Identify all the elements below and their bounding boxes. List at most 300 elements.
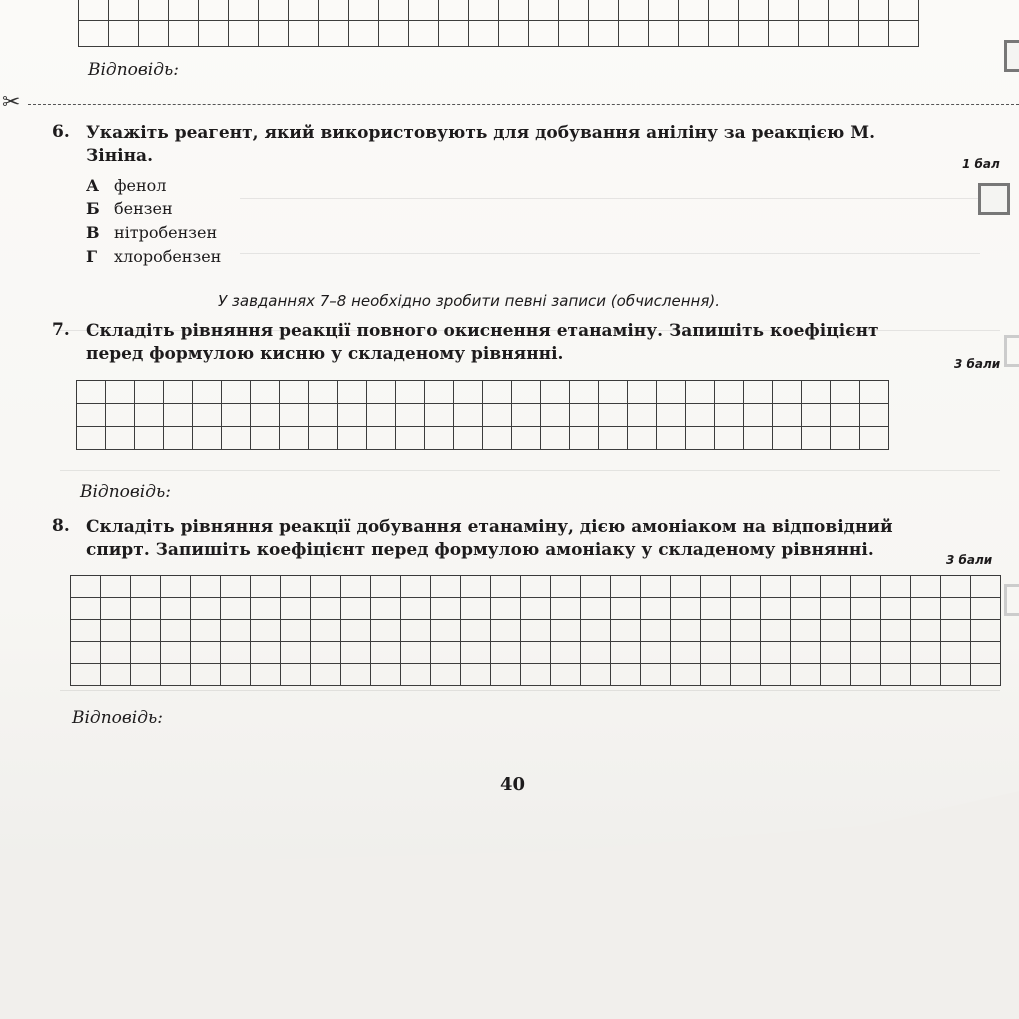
grid-cell [802, 404, 831, 427]
grid-cell [589, 21, 619, 47]
grid-cell [559, 0, 589, 21]
grid-cell [570, 381, 599, 404]
grid-cell [911, 664, 941, 686]
grid-cell [101, 620, 131, 642]
grid-cell [131, 620, 161, 642]
grid-cell [971, 620, 1001, 642]
grid-cell [135, 381, 164, 404]
grid-cell [657, 381, 686, 404]
grid-cell [709, 21, 739, 47]
grid-cell [769, 0, 799, 21]
grid-cell [461, 642, 491, 664]
grid-cell [551, 642, 581, 664]
grid-cell [164, 404, 193, 427]
grid-cell [731, 620, 761, 642]
question-6-option-d[interactable] [86, 247, 221, 266]
grid-cell [761, 598, 791, 620]
grid-cell [686, 427, 715, 450]
grid-cell [131, 598, 161, 620]
grid-cell [551, 598, 581, 620]
grid-cell [641, 598, 671, 620]
grid-cell [641, 620, 671, 642]
grid-cell [881, 620, 911, 642]
grid-cell [164, 381, 193, 404]
grid-cell [79, 0, 109, 21]
grid-cell [251, 427, 280, 450]
grid-cell [831, 404, 860, 427]
grid-cell [431, 620, 461, 642]
grid-cell [941, 620, 971, 642]
grid-cell [611, 598, 641, 620]
grid-cell [581, 620, 611, 642]
grid-cell [744, 404, 773, 427]
grid-cell [439, 21, 469, 47]
grid-cell [77, 404, 106, 427]
question-7-score: 3 бали [954, 357, 1001, 371]
grid-cell [761, 620, 791, 642]
grid-cell [701, 576, 731, 598]
grid-cell [529, 0, 559, 21]
question-6-option-b[interactable] [86, 199, 173, 218]
answer-label-previous: Відповідь: [88, 60, 179, 80]
grid-cell [461, 598, 491, 620]
grid-cell [551, 664, 581, 686]
grid-cell [396, 427, 425, 450]
grid-cell [628, 404, 657, 427]
grid-cell [491, 642, 521, 664]
grid-cell [229, 21, 259, 47]
grid-cell [521, 620, 551, 642]
grid-cell [889, 21, 919, 47]
grid-cell [715, 381, 744, 404]
grid-cell [251, 381, 280, 404]
grid-cell [371, 576, 401, 598]
grid-cell [251, 620, 281, 642]
option-letter: Г [86, 247, 98, 266]
grid-cell [251, 598, 281, 620]
cut-line [28, 104, 1019, 105]
grid-cell [311, 598, 341, 620]
grid-cell [131, 576, 161, 598]
grid-cell [101, 642, 131, 664]
grid-cell [529, 21, 559, 47]
option-text: хлоробензен [114, 247, 222, 266]
grid-cell [791, 576, 821, 598]
bleed-through-line [240, 198, 980, 199]
grid-cell [199, 21, 229, 47]
grid-cell [371, 598, 401, 620]
grid-cell [221, 576, 251, 598]
grid-cell [161, 620, 191, 642]
grid-cell [131, 642, 161, 664]
grid-cell [106, 381, 135, 404]
grid-cell [401, 664, 431, 686]
grid-cell [425, 381, 454, 404]
grid-cell [744, 427, 773, 450]
question-6-option-c[interactable] [86, 223, 217, 242]
option-letter: В [86, 223, 100, 242]
grid-cell [701, 642, 731, 664]
grid-cell [611, 664, 641, 686]
grid-cell [161, 664, 191, 686]
page-number: 40 [500, 774, 526, 795]
grid-cell [657, 427, 686, 450]
grid-cell [425, 404, 454, 427]
grid-cell [851, 664, 881, 686]
grid-cell [831, 381, 860, 404]
option-text: бензен [114, 199, 173, 218]
grid-cell [911, 576, 941, 598]
grid-cell [499, 21, 529, 47]
grid-cell [71, 620, 101, 642]
grid-cell [461, 620, 491, 642]
grid-cell [715, 427, 744, 450]
scissors-icon: ✂ [2, 90, 21, 115]
grid-cell [401, 642, 431, 664]
grid-cell [731, 642, 761, 664]
grid-cell [367, 427, 396, 450]
grid-cell [491, 598, 521, 620]
grid-cell [431, 598, 461, 620]
grid-cell [371, 642, 401, 664]
grid-cell [589, 0, 619, 21]
question-6-text: Укажіть реагент, який використовують для добування аніліну за реакцією М. Зініна. [86, 123, 876, 166]
option-text: нітробензен [114, 223, 218, 242]
grid-cell [941, 598, 971, 620]
grid-cell [431, 664, 461, 686]
grid-cell [367, 404, 396, 427]
grid-cell [431, 642, 461, 664]
grid-cell [431, 576, 461, 598]
question-8-number: 8. [52, 516, 70, 536]
grid-cell [191, 576, 221, 598]
grid-cell [409, 0, 439, 21]
option-letter: А [86, 176, 100, 195]
grid-cell [686, 404, 715, 427]
grid-cell [251, 404, 280, 427]
grid-cell [851, 576, 881, 598]
grid-cell [280, 404, 309, 427]
grid-cell [491, 576, 521, 598]
grid-cell [773, 381, 802, 404]
score-box-previous[interactable] [1004, 40, 1019, 72]
grid-cell [338, 381, 367, 404]
grid-cell [77, 381, 106, 404]
grid-cell [881, 642, 911, 664]
grid-cell [309, 427, 338, 450]
grid-cell [396, 381, 425, 404]
grid-cell [461, 576, 491, 598]
grid-cell [483, 427, 512, 450]
grid-cell [161, 598, 191, 620]
grid-cell [401, 598, 431, 620]
grid-cell [761, 664, 791, 686]
grid-cell [791, 620, 821, 642]
grid-cell [559, 21, 589, 47]
grid-cell [101, 576, 131, 598]
grid-cell [889, 0, 919, 21]
grid-cell [679, 0, 709, 21]
grid-cell [628, 381, 657, 404]
grid-cell [311, 620, 341, 642]
grid-cell [881, 664, 911, 686]
grid-cell [309, 404, 338, 427]
grid-cell [971, 598, 1001, 620]
grid-cell [599, 427, 628, 450]
grid-cell [135, 427, 164, 450]
question-7-answer-label: Відповідь: [80, 482, 171, 502]
grid-cell [131, 664, 161, 686]
grid-cell [859, 0, 889, 21]
grid-cell [193, 381, 222, 404]
grid-cell [338, 427, 367, 450]
grid-cell [101, 664, 131, 686]
grid-cell [731, 598, 761, 620]
grid-cell [164, 427, 193, 450]
score-box-faint [1004, 335, 1019, 367]
grid-cell [791, 598, 821, 620]
grid-cell [319, 0, 349, 21]
grid-cell [454, 427, 483, 450]
grid-cell [338, 404, 367, 427]
grid-cell [619, 0, 649, 21]
grid-cell [461, 664, 491, 686]
grid-cell [454, 381, 483, 404]
grid-cell [671, 642, 701, 664]
grid-cell [731, 664, 761, 686]
grid-cell [259, 21, 289, 47]
grid-cell [791, 642, 821, 664]
bleed-through-line [60, 690, 1000, 691]
grid-cell [221, 620, 251, 642]
grid-cell [611, 620, 641, 642]
grid-cell [311, 576, 341, 598]
grid-cell [859, 21, 889, 47]
question-8-score: 3 бали [946, 553, 993, 567]
grid-cell [851, 642, 881, 664]
question-7-answer-grid[interactable] [76, 380, 889, 450]
instruction-text: У завданнях 7–8 необхідно зробити певні записи (обчислення). [218, 292, 720, 310]
grid-cell [341, 576, 371, 598]
grid-cell [309, 381, 338, 404]
grid-cell [349, 21, 379, 47]
grid-cell [483, 404, 512, 427]
grid-cell [799, 0, 829, 21]
grid-cell [821, 642, 851, 664]
grid-cell [731, 576, 761, 598]
grid-cell [221, 642, 251, 664]
grid-cell [769, 21, 799, 47]
grid-cell [401, 576, 431, 598]
grid-cell [851, 620, 881, 642]
grid-cell [649, 21, 679, 47]
grid-cell [860, 381, 889, 404]
grid-cell [521, 576, 551, 598]
grid-cell [71, 576, 101, 598]
grid-cell [679, 21, 709, 47]
question-6-answer-box[interactable] [978, 183, 1010, 215]
question-7-text: Складіть рівняння реакції повного окиснення етанаміну. Запишіть коефіцієнт перед формулою кисню у складеному рівнянні. [86, 321, 879, 364]
grid-cell [671, 576, 701, 598]
grid-cell [860, 427, 889, 450]
grid-cell [379, 21, 409, 47]
grid-cell [761, 576, 791, 598]
grid-cell [671, 598, 701, 620]
grid-cell [570, 427, 599, 450]
grid-cell [193, 427, 222, 450]
grid-cell [367, 381, 396, 404]
grid-cell [454, 404, 483, 427]
grid-cell [193, 404, 222, 427]
grid-cell [281, 642, 311, 664]
grid-cell [222, 381, 251, 404]
grid-cell [512, 427, 541, 450]
grid-cell [581, 576, 611, 598]
grid-cell [799, 21, 829, 47]
grid-cell [671, 620, 701, 642]
grid-cell [581, 664, 611, 686]
grid-cell [911, 642, 941, 664]
grid-cell [259, 0, 289, 21]
grid-cell [709, 0, 739, 21]
grid-cell [773, 427, 802, 450]
question-8-answer-label: Відповідь: [72, 708, 163, 728]
grid-cell [744, 381, 773, 404]
grid-cell [802, 381, 831, 404]
grid-cell [222, 427, 251, 450]
option-letter: Б [86, 199, 100, 218]
grid-cell [251, 664, 281, 686]
grid-cell [281, 620, 311, 642]
grid-cell [251, 576, 281, 598]
grid-cell [701, 620, 731, 642]
grid-cell [599, 404, 628, 427]
grid-cell [191, 664, 221, 686]
grid-cell [371, 664, 401, 686]
grid-cell [401, 620, 431, 642]
grid-cell [106, 404, 135, 427]
grid-cell [761, 642, 791, 664]
grid-cell [599, 381, 628, 404]
grid-cell [379, 0, 409, 21]
bleed-through-line [60, 470, 1000, 471]
question-6-number: 6. [52, 122, 70, 142]
grid-cell [280, 427, 309, 450]
score-box-faint [1004, 584, 1019, 616]
grid-cell [541, 427, 570, 450]
question-6-option-a[interactable] [86, 176, 166, 195]
grid-cell [109, 0, 139, 21]
grid-cell [821, 598, 851, 620]
grid-cell [341, 642, 371, 664]
grid-cell [881, 576, 911, 598]
grid-cell [425, 427, 454, 450]
grid-cell [199, 0, 229, 21]
grid-cell [341, 620, 371, 642]
grid-cell [701, 664, 731, 686]
grid-cell [821, 664, 851, 686]
grid-cell [971, 576, 1001, 598]
grid-cell [641, 642, 671, 664]
grid-cell [191, 642, 221, 664]
grid-cell [649, 0, 679, 21]
grid-cell [971, 664, 1001, 686]
grid-cell [281, 598, 311, 620]
grid-cell [521, 642, 551, 664]
grid-cell [911, 598, 941, 620]
grid-cell [281, 576, 311, 598]
grid-cell [701, 598, 731, 620]
grid-cell [611, 576, 641, 598]
grid-cell [409, 21, 439, 47]
grid-cell [881, 598, 911, 620]
grid-cell [491, 620, 521, 642]
grid-cell [319, 21, 349, 47]
grid-cell [79, 21, 109, 47]
grid-cell [499, 0, 529, 21]
grid-cell [281, 664, 311, 686]
grid-cell [851, 598, 881, 620]
grid-cell [941, 576, 971, 598]
grid-cell [821, 620, 851, 642]
grid-cell [541, 404, 570, 427]
option-text: фенол [114, 176, 167, 195]
question-8-answer-grid[interactable] [70, 575, 1001, 686]
grid-cell [311, 642, 341, 664]
grid-cell [311, 664, 341, 686]
question-7-number: 7. [52, 320, 70, 340]
grid-cell [341, 598, 371, 620]
answer-grid-previous [78, 0, 919, 47]
grid-cell [971, 642, 1001, 664]
grid-cell [686, 381, 715, 404]
grid-cell [521, 664, 551, 686]
grid-cell [628, 427, 657, 450]
grid-cell [221, 664, 251, 686]
grid-cell [551, 620, 581, 642]
grid-cell [611, 642, 641, 664]
grid-cell [341, 664, 371, 686]
grid-cell [101, 598, 131, 620]
grid-cell [512, 381, 541, 404]
grid-cell [396, 404, 425, 427]
grid-cell [541, 381, 570, 404]
grid-cell [941, 664, 971, 686]
grid-cell [941, 642, 971, 664]
grid-cell [491, 664, 521, 686]
grid-cell [161, 576, 191, 598]
grid-cell [106, 427, 135, 450]
grid-cell [581, 598, 611, 620]
grid-cell [139, 21, 169, 47]
grid-cell [512, 404, 541, 427]
grid-cell [570, 404, 599, 427]
grid-cell [71, 642, 101, 664]
grid-cell [169, 21, 199, 47]
grid-cell [280, 381, 309, 404]
grid-cell [791, 664, 821, 686]
grid-cell [739, 21, 769, 47]
grid-cell [349, 0, 379, 21]
grid-cell [641, 576, 671, 598]
grid-cell [521, 598, 551, 620]
grid-cell [829, 0, 859, 21]
grid-cell [371, 620, 401, 642]
grid-cell [439, 0, 469, 21]
grid-cell [821, 576, 851, 598]
grid-cell [739, 0, 769, 21]
grid-cell [773, 404, 802, 427]
